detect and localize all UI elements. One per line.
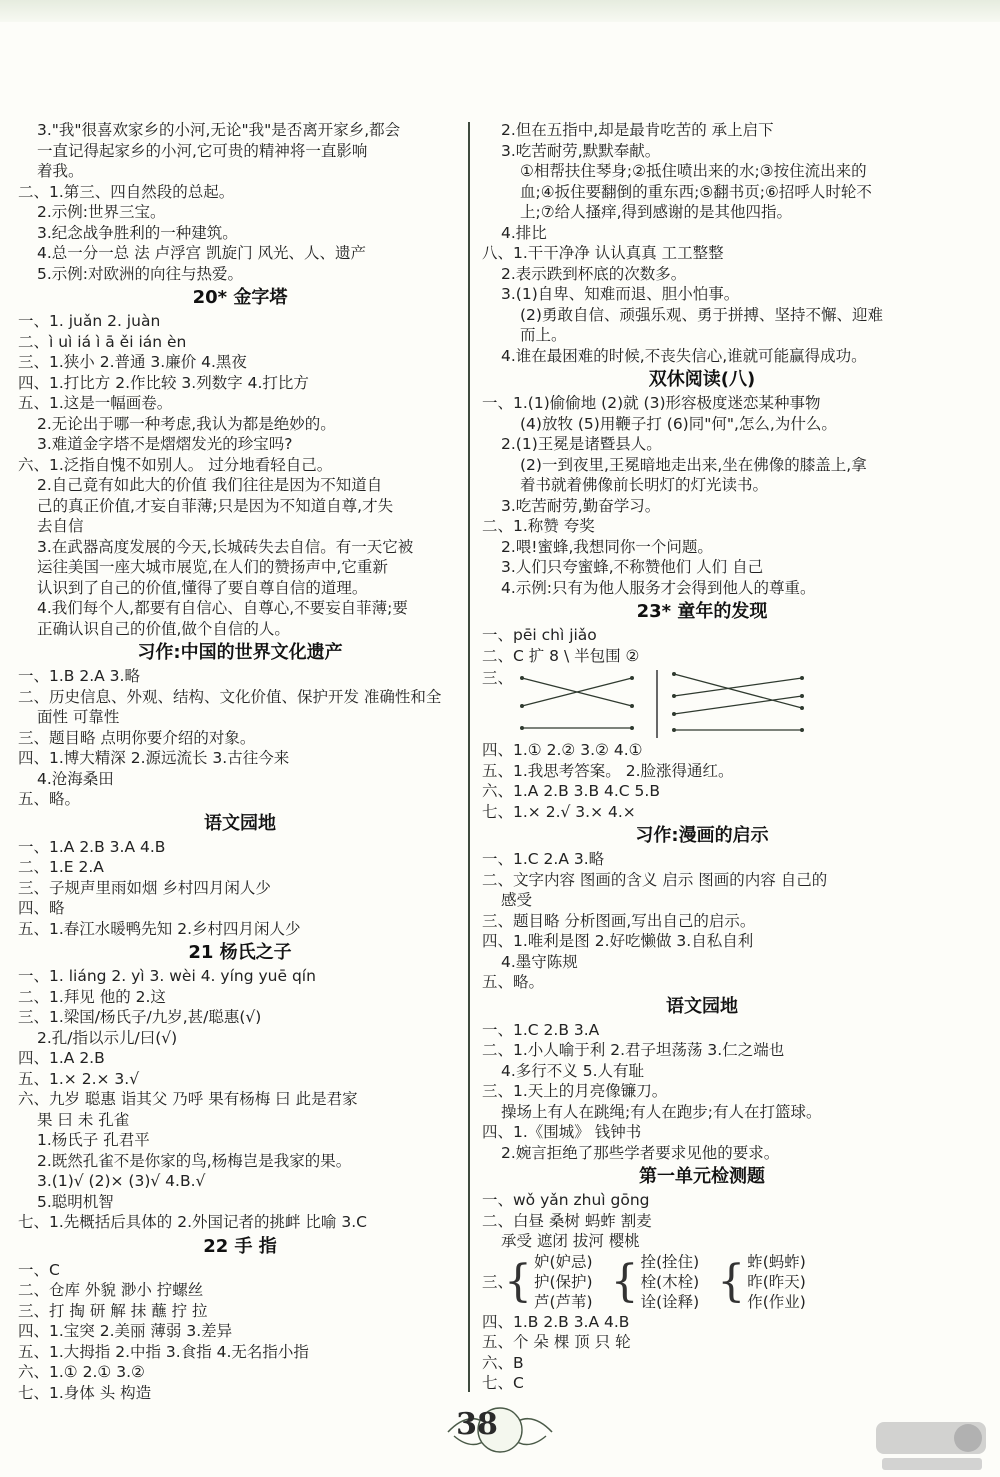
answer-line: 一、1.A 2.B 3.A 4.B [18, 837, 166, 856]
answer-line: 4.总一分一总 法 卢浮宫 凯旋门 风光、人、遗产 [37, 244, 366, 262]
answer-line: 2.示例:世界三宝。 [37, 203, 166, 221]
answer-line: 3.难道金字塔不是熠熠发光的珍宝吗? [37, 435, 293, 453]
answer-line: 承受 遮闭 拔河 樱桃 [501, 1232, 640, 1250]
answer-line: 4.我们每个人,都要有自信心、自尊心,不要妄自菲薄;要 [37, 599, 408, 617]
answer-line: 七、C [482, 1374, 524, 1392]
answer-line: 血;④扳住要翻倒的重东西;⑤翻书页;⑥招呼人时轮不 [520, 182, 872, 201]
page-number: 38 [456, 1407, 498, 1442]
answer-line: 果 曰 未 孔雀 [37, 1110, 130, 1129]
answer-line: 六、1.① 2.① 3.② [18, 1363, 145, 1381]
answer-line: 着我。 [37, 162, 84, 180]
answer-line: 二、C 扩 8 \ 半包围 ② [482, 646, 640, 665]
answer-line: 五、1.大拇指 2.中指 3.食指 4.无名指小指 [18, 1342, 309, 1361]
answer-line: 一、1. juǎn 2. juàn [18, 312, 161, 330]
brace-item: 作(作业) [747, 1292, 806, 1311]
brace-item: 芦(芦苇) [534, 1292, 593, 1311]
answer-line: 3.人们只夸蜜蜂,不称赞他们 人们 自己 [501, 558, 764, 576]
answer-line: 一、1.C 2.A 3.略 [482, 850, 605, 868]
answer-line: 二、1.第三、四自然段的总起。 [18, 182, 235, 201]
answer-line: 3.在武器高度发展的今天,长城砖失去自信。有一天它被 [37, 537, 414, 556]
match-dot [520, 676, 524, 680]
diagram-label: 三、 [482, 669, 514, 687]
brace-icon: { [610, 1255, 639, 1307]
answer-line: 一、1. liáng 2. yì 3. wèi 4. yíng yuē qín [18, 967, 316, 985]
match-dot [672, 712, 676, 716]
brace-answer-block [482, 1252, 922, 1312]
answer-line: 3."我"很喜欢家乡的小河,无论"我"是否离开家乡,都会 [37, 121, 401, 139]
answer-line: 感受 [501, 891, 533, 909]
brace-group [611, 1252, 700, 1312]
brace-item: 诠(诠释) [640, 1292, 700, 1311]
answer-line: 六、B [482, 1353, 524, 1372]
answer-line: 3.吃苦耐劳,默默奉献。 [501, 141, 661, 160]
answer-line: 二、1.小人喻于利 2.君子坦荡荡 3.仁之端也 [482, 1041, 785, 1059]
brace-group [504, 1252, 593, 1312]
answer-line: 认识到了自己的价值,懂得了要自尊自信的道理。 [37, 578, 368, 597]
answer-line: 3.(1)√ (2)× (3)√ 4.B.√ [37, 1172, 206, 1190]
match-dot [800, 694, 804, 698]
left-column [18, 120, 462, 1403]
answer-line: 一、1.C 2.B 3.A [482, 1020, 600, 1039]
section-heading: 双休阅读(八) [648, 369, 756, 390]
answer-line: 面性 可靠性 [37, 708, 120, 726]
answer-line: 4.多行不义 5.人有耻 [501, 1061, 645, 1080]
answer-line: 三、子规声里雨如烟 乡村四月闲人少 [18, 878, 271, 897]
answer-line: 3.纪念战争胜利的一种建筑。 [37, 223, 238, 242]
answer-line: 一直记得起家乡的小河,它可贵的精神将一直影响 [37, 141, 368, 160]
answer-line: 四、1.宝突 2.美丽 薄弱 3.差异 [18, 1322, 233, 1340]
match-dot [520, 726, 524, 730]
answer-line: 七、1.× 2.√ 3.× 4.× [482, 802, 636, 821]
answer-line: 二、仓库 外貌 渺小 拧螺丝 [18, 1281, 204, 1299]
answer-line: 五、1.我思考答案。 2.脸涨得通红。 [482, 761, 734, 780]
answer-line: 运往美国一座大城市展览,在人们的赞扬声中,它重新 [37, 558, 388, 576]
answer-line: 一、1.B 2.A 3.略 [18, 667, 140, 685]
answer-line: 正确认识自己的价值,做个自信的人。 [37, 619, 290, 638]
answer-line: 六、1.A 2.B 3.B 4.C 5.B [482, 782, 660, 800]
answer-line: (2)一到夜里,王冕暗地走出来,坐在佛像的膝盖上,拿 [520, 455, 867, 474]
answer-line: 2.婉言拒绝了那些学者要求见他的要求。 [501, 1143, 780, 1162]
brace-item: 妒(妒忌) [534, 1252, 593, 1271]
match-dot [630, 676, 634, 680]
answer-line: 二、1.称赞 夸奖 [482, 517, 595, 535]
brace-item: 昨(昨天) [747, 1272, 806, 1291]
match-dot [800, 706, 804, 710]
answer-line: 四、1.打比方 2.作比较 3.列数字 4.打比方 [18, 373, 309, 392]
brace-group [717, 1252, 806, 1312]
answer-line: 三、题目略 分析图画,写出自己的启示。 [482, 911, 756, 930]
brace-item: 拴(拴住) [640, 1252, 700, 1271]
answer-line: 二、1.拜见 他的 2.这 [18, 987, 166, 1006]
answer-line: 2.但在五指中,却是最肯吃苦的 承上启下 [501, 121, 774, 139]
answer-line: 上;⑦给人搔痒,得到感谢的是其他四指。 [520, 203, 793, 221]
section-heading: 习作:漫画的启示 [635, 825, 769, 846]
answer-line: 2.无论出于哪一种考虑,我认为都是绝妙的。 [37, 414, 336, 433]
answer-line: 三、1.狭小 2.普通 3.廉价 4.黑夜 [18, 353, 247, 371]
answer-line: 四、1.① 2.② 3.② 4.① [482, 741, 643, 759]
match-line [674, 696, 802, 714]
answer-line: 4.墨守陈规 [501, 952, 578, 971]
answer-line: 4.谁在最困难的时候,不丧失信心,谁就可能赢得成功。 [501, 346, 867, 365]
answer-line: ①相帮扶住琴身;②抵住喷出来的水;③按住流出来的 [520, 162, 867, 180]
match-line [674, 674, 802, 708]
match-dot [800, 676, 804, 680]
answer-line: 5.聪明机智 [37, 1192, 114, 1211]
match-dot [630, 704, 634, 708]
answer-line: 4.示例:只有为他人服务才会得到他人的尊重。 [501, 578, 816, 597]
answer-line: 5.示例:对欧洲的向往与热爱。 [37, 264, 244, 283]
answer-line: 五、略。 [18, 790, 81, 808]
watermark-logo [872, 1418, 990, 1474]
answer-line: 2.喂!蜜蜂,我想同你一个问题。 [501, 537, 713, 556]
section-heading: 21 杨氏之子 [188, 942, 292, 963]
matching-diagram [482, 666, 922, 740]
answer-line: 2.表示跌到杯底的次数多。 [501, 264, 687, 283]
answer-line: 四、1.《围城》 钱钟书 [482, 1123, 642, 1141]
section-heading: 语文园地 [204, 812, 276, 834]
answer-line: 二、白昼 桑树 蚂蚱 割麦 [482, 1211, 652, 1230]
answer-line: 三、1.梁国/杨氏子/九岁,甚/聪惠(√) [18, 1008, 262, 1026]
answer-line: 四、1.博大精深 2.源远流长 3.古往今来 [18, 749, 290, 767]
answer-line: 三、1.天上的月亮像镰刀。 [482, 1082, 668, 1100]
column-divider [468, 122, 470, 1392]
answer-line: 操场上有人在跳绳;有人在跑步;有人在打篮球。 [501, 1102, 822, 1121]
match-line [674, 678, 802, 696]
answer-line: 五、1.× 2.× 3.√ [18, 1069, 140, 1088]
answer-line: 三、打 掏 研 解 抹 蘸 拧 拉 [18, 1301, 208, 1320]
answer-line: 四、1.A 2.B [18, 1049, 105, 1067]
right-column [482, 120, 922, 1394]
answer-line: 四、1.B 2.B 3.A 4.B [482, 1312, 630, 1331]
section-heading: 23* 童年的发现 [636, 601, 768, 622]
answer-line: 一、wǒ yǎn zhuì gōng [482, 1191, 650, 1209]
match-dot [630, 726, 634, 730]
answer-line: 一、pēi chì jiǎo [482, 626, 597, 644]
brace-icon: { [717, 1255, 746, 1307]
answer-line: 己的真正价值,才妄自菲薄;只是因为不知道自尊,才失 [37, 496, 394, 515]
section-heading: 习作:中国的世界文化遗产 [137, 642, 343, 663]
section-heading: 语文园地 [666, 995, 738, 1017]
brace-item: 蚱(蚂蚱) [747, 1252, 806, 1271]
match-dot [672, 672, 676, 676]
section-heading: 20* 金字塔 [192, 287, 288, 308]
answer-line: 四、略 [18, 899, 65, 917]
answer-line: 1.杨氏子 孔君平 [37, 1131, 150, 1149]
answer-line: 着书就着佛像前长明灯的灯光读书。 [520, 476, 769, 494]
answer-line: 2.(1)王冕是诸暨县人。 [501, 435, 662, 453]
answer-line: 二、1.E 2.A [18, 858, 104, 876]
answer-line: 五、1.春江水暖鸭先知 2.乡村四月闲人少 [18, 919, 301, 938]
answer-line: 二、历史信息、外观、结构、文化价值、保护开发 准确性和全 [18, 687, 442, 706]
answer-line: 二、ì uì iá ì ā ěi ián èn [18, 332, 187, 351]
answer-line: 七、1.身体 头 构造 [18, 1383, 152, 1402]
answer-line: 五、个 朵 棵 顶 只 轮 [482, 1333, 631, 1351]
answer-line: (2)勇敢自信、顽强乐观、勇于拼搏、坚持不懈、迎难 [520, 305, 883, 324]
answer-line: 八、1.干干净净 认认真真 工工整整 [482, 244, 724, 262]
answer-line: 2.自己竟有如此大的价值 我们往往是因为不知道自 [37, 476, 383, 494]
section-heading: 22 手 指 [203, 1235, 277, 1257]
brace-item: 栓(木栓) [640, 1272, 700, 1291]
answer-line: 3.(1)自卑、知难而退、胆小怕事。 [501, 285, 740, 303]
answer-line: 2.既然孔雀不是你家的鸟,杨梅岂是我家的果。 [37, 1151, 352, 1170]
brace-icon: { [504, 1255, 532, 1307]
match-dot [520, 704, 524, 708]
answer-line: 而上。 [520, 326, 567, 344]
answer-line: 2.孔/指以示儿/曰(√) [37, 1028, 178, 1047]
answer-line: 六、九岁 聪惠 诣其父 乃呼 果有杨梅 曰 此是君家 [18, 1090, 358, 1108]
match-dot [672, 728, 676, 732]
answer-line: 去自信 [37, 517, 84, 535]
brace-item: 护(保护) [534, 1272, 593, 1291]
answer-line: 一、1.(1)偷偷地 (2)就 (3)形容极度迷恋某种事物 [482, 394, 821, 412]
answer-line: 五、略。 [482, 973, 545, 991]
answer-line: 3.吃苦耐劳,勤奋学习。 [501, 496, 661, 515]
match-dot [800, 728, 804, 732]
answer-line: 4.排比 [501, 223, 547, 242]
section-heading: 第一单元检测题 [639, 1166, 765, 1187]
answer-line: 三、题目略 点明你要介绍的对象。 [18, 728, 256, 747]
top-banner [0, 0, 1000, 22]
connection-lines [502, 666, 832, 740]
answer-line: 四、1.唯利是图 2.好吃懒做 3.自私自利 [482, 932, 754, 950]
answer-line: 七、1.先概括后具体的 2.外国记者的挑衅 比喻 3.C [18, 1213, 367, 1231]
answer-line: 二、文字内容 图画的含义 启示 图画的内容 自己的 [482, 870, 828, 889]
answer-line: 六、1.泛指自愧不如别人。 过分地看轻自己。 [18, 455, 333, 474]
match-dot [672, 694, 676, 698]
answer-line: 五、1.这是一幅画卷。 [18, 394, 173, 412]
brace-label: 三、 [482, 1272, 514, 1291]
answer-line: 4.沧海桑田 [37, 769, 114, 788]
answer-line: (4)放牧 (5)用鞭子打 (6)同"何",怎么,为什么。 [520, 414, 837, 433]
answer-line: 一、C [18, 1260, 60, 1279]
